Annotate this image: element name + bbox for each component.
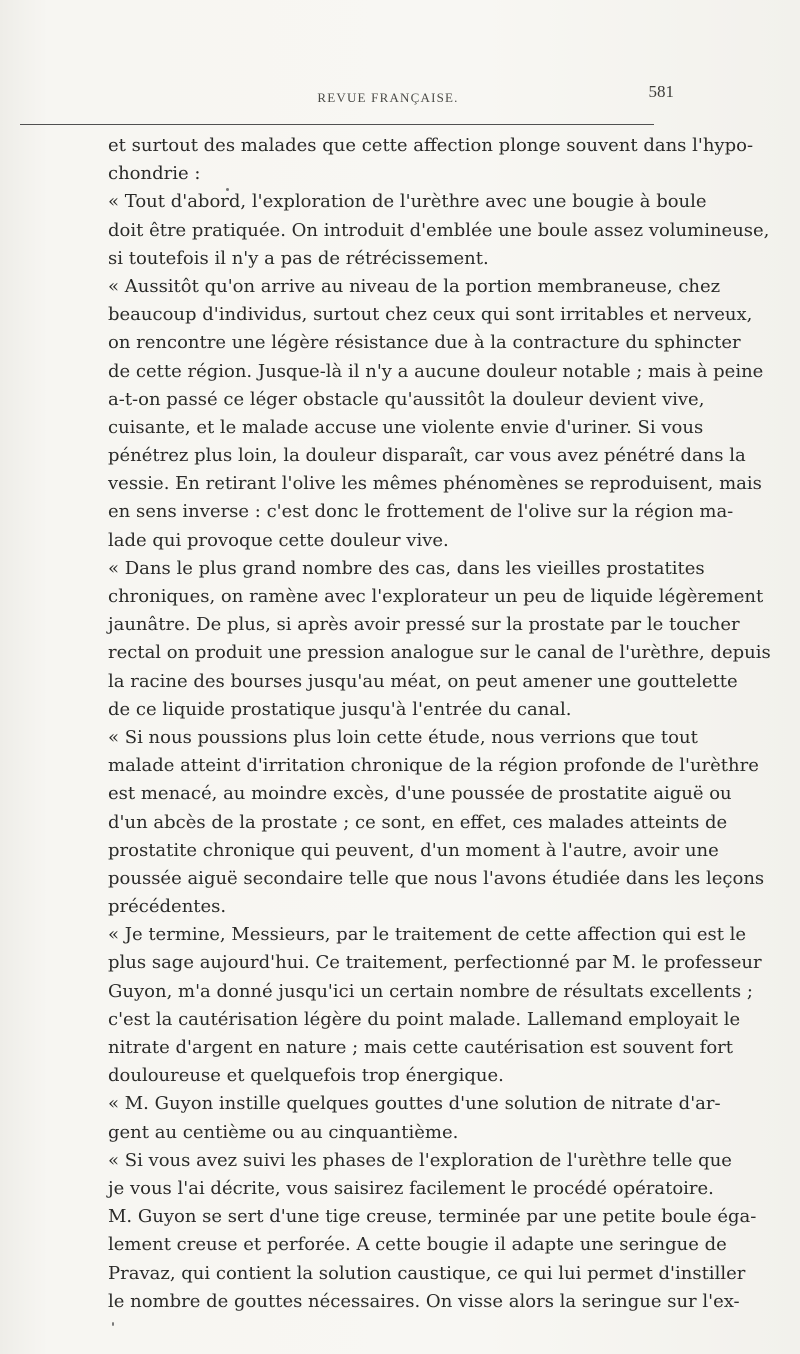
text-line: M. Guyon se sert d'une tige creuse, terminée par une petite boule éga- — [108, 1206, 757, 1228]
text-line: c'est la cautérisation légère du point malade. Lallemand employait le — [108, 1008, 741, 1030]
text-line: Pravaz, qui contient la solution caustique, ce qui lui permet d'instiller — [108, 1262, 746, 1284]
text-line: lement creuse et perforée. A cette bougie il adapte une seringue de — [108, 1234, 727, 1256]
text-line: douloureuse et quelquefois trop énergique. — [108, 1065, 504, 1087]
text-line: lade qui provoque cette douleur vive. — [108, 529, 449, 551]
text-line: d'un abcès de la prostate ; ce sont, en effet, ces malades atteints de — [108, 811, 728, 833]
text-line: doit être pratiquée. On introduit d'emblée une boule assez volumineuse, — [108, 219, 770, 241]
text-line: si toutefois il n'y a pas de rétrécissement. — [108, 247, 489, 269]
text-line: précédentes. — [108, 896, 227, 918]
text-line: beaucoup d'individus, surtout chez ceux qui sont irritables et nerveux, — [108, 304, 753, 326]
text-line: « Si nous poussions plus loin cette étude, nous verrions que tout — [108, 726, 698, 748]
text-line: chroniques, on ramène avec l'explorateur un peu de liquide légèrement — [108, 586, 764, 607]
text-line: jaunâtre. De plus, si après avoir pressé sur la prostate par le toucher — [108, 614, 740, 636]
text-line: « Aussitôt qu'on arrive au niveau de la portion membraneuse, chez — [108, 275, 721, 297]
text-line: rectal on produit une pression analogue sur le canal de l'urèthre, depuis — [108, 642, 771, 664]
text-line: plus sage aujourd'hui. Ce traitement, perfectionné par M. le professeur — [108, 952, 762, 974]
text-line: a-t-on passé ce léger obstacle qu'aussitôt la douleur devient vive, — [108, 388, 705, 410]
page-number: 581 — [648, 82, 674, 101]
text-line: « Si vous avez suivi les phases de l'exploration de l'urèthre telle que — [108, 1149, 732, 1171]
text-line: on rencontre une légère résistance due à la contracture du sphincter — [108, 332, 741, 354]
text-line: « Dans le plus grand nombre des cas, dans les vieilles prostatites — [108, 557, 705, 579]
text-line: « M. Guyon instille quelques gouttes d'une solution de nitrate d'ar- — [108, 1093, 721, 1115]
text-line: en sens inverse : c'est donc le frottement de l'olive sur la région ma- — [108, 501, 734, 523]
text-line: chondrie : — [108, 163, 201, 185]
text-line: la racine des bourses jusqu'au méat, on peut amener une gouttelette — [108, 670, 738, 692]
text-line: malade atteint d'irritation chronique de la région profonde de l'urèthre — [108, 755, 759, 777]
ink-speck — [226, 188, 229, 191]
text-line: vessie. En retirant l'olive les mêmes phénomènes se reproduisent, mais — [108, 473, 762, 495]
text-line: cuisante, et le malade accuse une violente envie d'uriner. Si vous — [108, 416, 704, 438]
running-head — [108, 78, 674, 118]
text-line: est menacé, au moindre excès, d'une poussée de prostatite aiguë ou — [108, 783, 732, 805]
text-line: poussée aiguë secondaire telle que nous l'avons étudiée dans les leçons — [108, 867, 765, 889]
body-text — [108, 132, 771, 1316]
text-line: je vous l'ai décrite, vous saisirez facilement le procédé opératoire. — [108, 1177, 714, 1199]
text-line: « Tout d'abord, l'exploration de l'urèthre avec une bougie à boule — [108, 191, 707, 213]
text-line: nitrate d'argent en nature ; mais cette cautérisation est souvent fort — [108, 1037, 734, 1058]
text-line: et surtout des malades que cette affection plonge souvent dans l'hypo- — [108, 135, 754, 156]
running-title: REVUE FRANÇAISE. — [317, 90, 459, 105]
text-line: pénétrez plus loin, la douleur disparaît, car vous avez pénétré dans la — [108, 445, 746, 467]
text-line: Guyon, m'a donné jusqu'ici un certain nombre de résultats excellents ; — [108, 980, 753, 1002]
text-line: le nombre de gouttes nécessaires. On visse alors la seringue sur l'ex- — [108, 1290, 740, 1312]
text-line: de ce liquide prostatique jusqu'à l'entrée du canal. — [108, 698, 572, 720]
text-line: « Je termine, Messieurs, par le traitement de cette affection qui est le — [108, 924, 747, 946]
text-line: de cette région. Jusque-là il n'y a aucune douleur notable ; mais à peine — [108, 360, 764, 382]
ink-speck — [112, 1322, 114, 1326]
text-line: prostatite chronique qui peuvent, d'un moment à l'autre, avoir une — [108, 839, 719, 861]
text-line: gent au centième ou au cinquantième. — [108, 1121, 459, 1143]
header-rule — [20, 124, 654, 125]
